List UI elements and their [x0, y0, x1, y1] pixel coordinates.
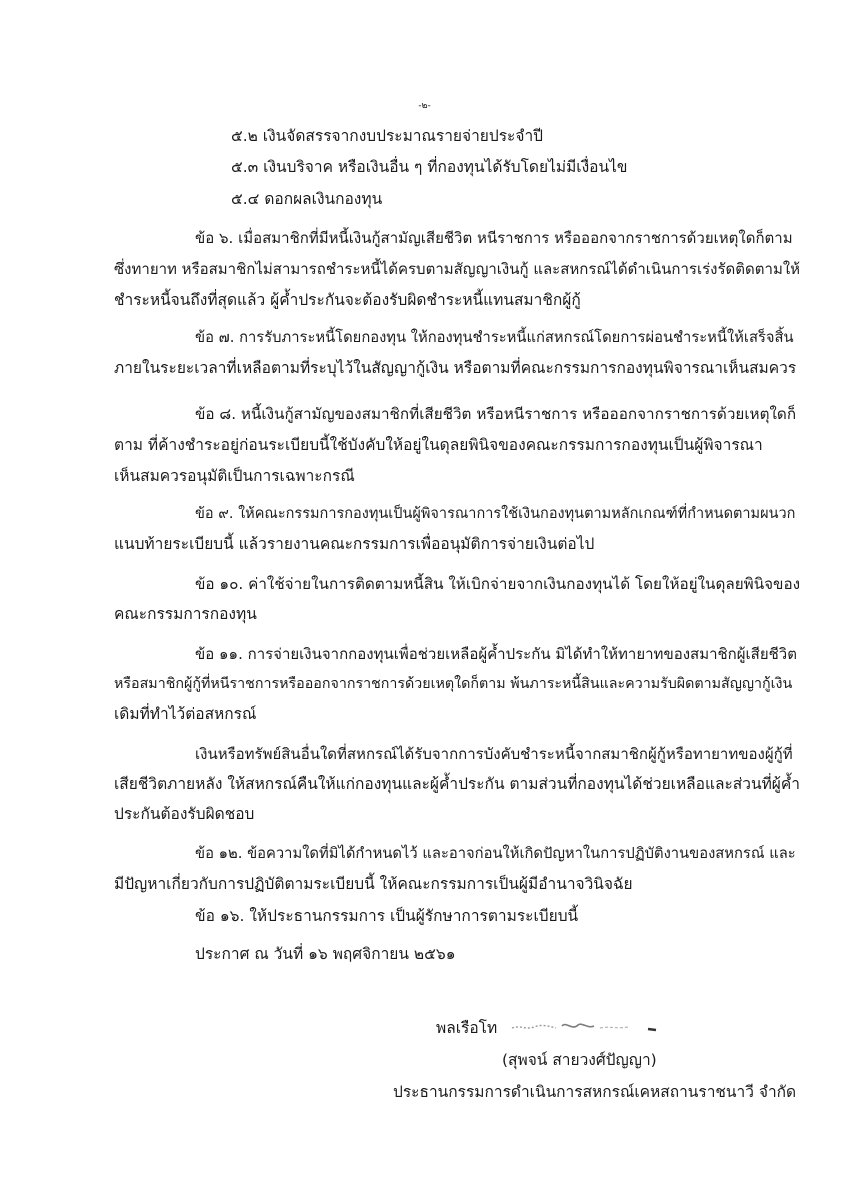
clause-11-line-2: หรือสมาชิกผู้กู้ที่หนีราชการหรือออกจากราชการด้วยเหตุใดก็ตาม พ้นภาระหนี้สินและความรับผิดตามสัญญากู้เงิน: [114, 676, 793, 692]
clause-6-line-2: ซึ่งทายาท หรือสมาชิกไม่สามารถชำระหนี้ได้ครบตามสัญญาเงินกู้ และสหกรณ์ได้ดำเนินการเร่งรัดติดตามให้: [114, 260, 801, 278]
clause-8-line-1: ข้อ ๘. หนี้เงินกู้สามัญของสมาชิกที่เสียชีวิต หรือหนีราชการ หรือออกจากราชการด้วยเหตุใดก็: [195, 405, 797, 423]
clause-8-line-3: เห็นสมควรอนุมัติเป็นการเฉพาะกรณี: [114, 467, 355, 485]
clause-7-line-2: ภายในระยะเวลาที่เหลือตามที่ระบุไว้ในสัญญากู้เงิน หรือตามที่คณะกรรมการกองทุนพิจารณาเห็นสมควร: [114, 359, 797, 377]
sub-item-5-3: ๕.๓ เงินบริจาค หรือเงินอื่น ๆ ที่กองทุนได้รับโดยไม่มีเงื่อนไข: [231, 158, 628, 176]
signer-name: (สุพจน์ สายวงศ์ปัญญา): [502, 1051, 657, 1069]
handwritten-signature: [508, 1016, 663, 1038]
announcement-date: ประกาศ ณ วันที่ ๑๖ พฤศจิกายน ๒๕๖๑: [195, 945, 456, 963]
clause-9-line-1: ข้อ ๙. ให้คณะกรรมการกองทุนเป็นผู้พิจารณาการใช้เงินกองทุนตามหลักเกณฑ์ที่กำหนดตามผนวก: [195, 506, 796, 522]
clause-11-line-1: ข้อ ๑๑. การจ่ายเงินจากกองทุนเพื่อช่วยเหลือผู้ค้ำประกัน มิได้ทำให้ทายาทของสมาชิกผู้เสียชีวิต: [195, 645, 797, 663]
sub-item-5-2: ๕.๒ เงินจัดสรรจากงบประมาณรายจ่ายประจำปี: [231, 127, 543, 145]
signer-rank: พลเรือโท: [436, 1019, 498, 1037]
clause-11b-line-3: ประกันต้องรับผิดชอบ: [114, 805, 255, 823]
clause-11b-line-2: เสียชีวิตภายหลัง ให้สหกรณ์คืนให้แก่กองทุนและผู้ค้ำประกัน ตามส่วนที่กองทุนได้ช่วยเหลือและส่วนที่ผู้ค้ำ: [114, 775, 800, 793]
clause-7-line-1: ข้อ ๗. การรับภาระหนี้โดยกองทุน ให้กองทุนชำระหนี้แก่สหกรณ์โดยการผ่อนชำระหนี้ให้เสร็จสิ้น: [195, 329, 794, 346]
clause-10-line-2: คณะกรรมการกองทุน: [114, 605, 257, 623]
clause-12-line-2: มีปัญหาเกี่ยวกับการปฏิบัติตามระเบียบนี้ ให้คณะกรรมการเป็นผู้มีอำนาจวินิจฉัย: [114, 875, 633, 893]
clause-11b-line-1: เงินหรือทรัพย์สินอื่นใดที่สหกรณ์ได้รับจากการบังคับชำระหนี้จากสมาชิกผู้กู้หรือทายาทของผู้กู้ที่: [195, 745, 793, 763]
clause-10-line-1: ข้อ ๑๐. ค่าใช้จ่ายในการติดตามหนี้สิน ให้เบิกจ่ายจากเงินกองทุนได้ โดยให้อยู่ในดุลยพินิจของ: [195, 575, 801, 593]
signer-position: ประธานกรรมการดำเนินการสหกรณ์เคหสถานราชนาวี จำกัด: [393, 1083, 797, 1101]
clause-16-line-1: ข้อ ๑๖. ให้ประธานกรรมการ เป็นผู้รักษาการตามระเบียบนี้: [195, 907, 579, 925]
clause-12-line-1: ข้อ ๑๒. ข้อความใดที่มิได้กำหนดไว้ และอาจก่อนให้เกิดปัญหาในการปฏิบัติงานของสหกรณ์ และ: [195, 845, 796, 862]
clause-9-line-2: แนบท้ายระเบียบนี้ แล้วรายงานคณะกรรมการเพื่ออนุมัติการจ่ายเงินต่อไป: [114, 535, 595, 553]
sub-item-5-4: ๕.๔ ดอกผลเงินกองทุน: [231, 190, 383, 208]
clause-8-line-2: ตาม ที่ค้างชำระอยู่ก่อนระเบียบนี้ใช้บังคับให้อยู่ในดุลยพินิจของคณะกรรมการกองทุนเป็นผู้พิจารณา: [114, 436, 763, 454]
clause-11-line-3: เดิมที่ทำไว้ต่อสหกรณ์: [114, 705, 257, 723]
clause-6-line-3: ชำระหนี้จนถึงที่สุดแล้ว ผู้ค้ำประกันจะต้องรับผิดชำระหนี้แทนสมาชิกผู้กู้: [114, 291, 581, 309]
clause-6-line-1: ข้อ ๖. เมื่อสมาชิกที่มีหนี้เงินกู้สามัญเสียชีวิต หนีราชการ หรือออกจากราชการด้วยเหตุใดก็ตาม: [195, 229, 793, 247]
page-number: -๒-: [418, 101, 431, 111]
